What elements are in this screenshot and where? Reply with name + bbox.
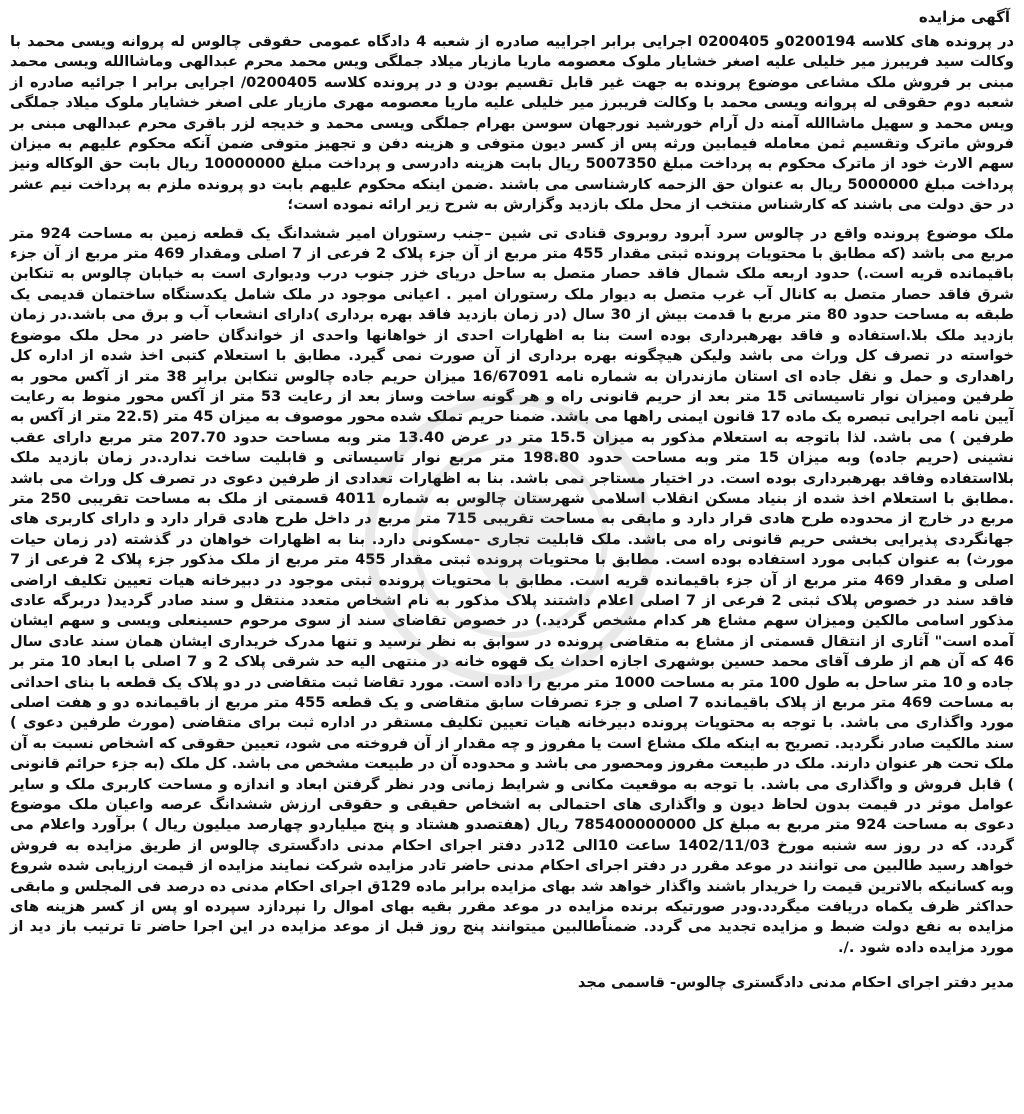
auction-notice bbox=[10, 6, 1014, 1108]
property-description-paragraph: ملک موضوع پرونده واقع در چالوس سرد آبرود روبروی قنادی تی شین –جنب رستوران امیر ششدانگ یک قطعه زمین به مساحت 924 متر مربع می باشد (که مطابق با محتویات پرونده ثبتی مقدار 455 متر مربع از آن جزء پلاک 2 فرعی از 7 اصلی ومقدار 469 متر مربع از آن جزء باقیمانده قریه است.) حدود اربعه ملک شمال فاقد حصار متصل به ساحل دریای خزر جنوب درب ودیواری است به خیابان چالوس به تنکابن شرق فاقد حصار متصل به کانال آب غرب متصل به دیوار ملک رستوران امیر . اعیانی موجود در ملک شامل یکدستگاه ساختمان قدیمی یک طبقه به مساحت حدود 80 متر مربع با قدمت بیش از 30 سال (در زمان بازدید فاقد بهره برداری )دارای انشعاب آب و برق می باشد.در زمان بازدید ملک بلا.استفاده و فاقد بهرهبرداری بوده است بنا به اظهارات احدی از خواهانها واحدی از خواندگان حاضر در محل ملک موضوع خواسته در تصرف کل وراث می باشد ولیکن هیچگونه بهره برداری از آن صورت نمی گیرد. مطابق با استعلام کتبی اخذ شده از اداره کل راهداری و حمل و نقل جاده ای استان مازندران به شماره نامه 16/67091 میزان حریم جاده چالوس تنکابن برابر 38 متر از آکس محور به طرفین ومیزان نوار تاسیساتی 15 متر بعد از حریم قانونی راه و هر گونه ساخت وساز بعد از رعایت 53 متر از آکس محور منوط به رعایت آیین نامه اجرایی تبصره یک ماده 17 قانون ایمنی راهها می باشد. ضمنا حریم تملک شده محور موصوف به میزان 45 متر (22.5 متر از آکس به طرفین ) می باشد. لذا باتوجه به استعلام مذکور به میزان 15.5 متر در عرض 13.40 متر وبه مساحت حدود 207.70 متر مربع دارای عقب نشینی (حریم جاده) وبه میزان 15 متر وبه مساحت حدود 198.80 متر مربع نوار تاسیساتی و قابلیت ساخت ندارد.در زمان بازدید ملک بلااستفاده وفاقد بهرهبرداری بوده است. در اختیار مستاجر نمی باشد. بنا به اظهارات تعدادی از طرفین دعوی در تصرف کل وراث می باشد .مطابق با استعلام اخذ شده از بنیاد مسکن انقلاب اسلامی شهرستان چالوس به شماره 4011 قسمتی از ملک به مساحت تقریبی 250 متر مربع در خارج از محدوده طرح هادی قرار دارد و مابقی به مساحت تقریبی 715 متر مربع در داخل طرح هادی قرار دارد و دارای کاربری های جهانگردی پذیرایی بخشی حریم قانونی راه می باشد. ملک قابلیت تجاری -مسکونی دارد. بنا به اظهارات خواهان در گذشته (در زمان حیات مورث) به عنوان کبابی مورد استفاده بوده است. مطابق با محتویات پرونده ثبتی مقدار 455 متر مربع از ملک مذکور جزء پلاک 2 فرعی از 7 اصلی و مقدار 469 متر مربع از آن جزء باقیمانده قریه است. مطابق با محتویات پرونده ثبتی موجود در دبیرخانه هیات تعیین تکلیف اراضی فاقد سند در خصوص پلاک ثبتی 2 فرعی از 7 اصلی اعلام داشتند پلاک مذکور به نام اشخاص متعدد منتقل و سند صادر گردید( دربرگه عادی مذکور اسامی مالکین ومیزان سهم مشاع هر کدام مشخص گردید.) در خصوص تقاضای سند از سوی مرحوم حسینعلی ویسی و سهم ایشان آمده است" آثاری از انتقال قسمتی از مشاع به متقاضی پرونده در سوابق به نظر نرسید و تنها مدرک خریداری ایشان همان سند عادی سال 46 که آن هم از طرف آقای محمد حسین بوشهری اجازه احداث یک قهوه خانه در منتهی الیه حد شرقی پلاک 2 و 7 اصلی با ابعاد 10 متر بر جاده و 10 متر ساحل به طول 100 متر به مساحت 1000 متر مربع را داده است. مورد تقاضا ثبت متقاضی در دو پلاک یک قطعه با بنای احداثی به مساحت 469 متر مربع از پلاک باقیمانده 7 اصلی و جزء تصرفات سابق متقاضی و یک قطعه 455 متر مربع از باقیمانده دو و هفت اصلی مورد واگذاری می باشد. با توجه به محتویات پرونده دبیرخانه هیات تعیین تکلیف مستقر در اداره ثبت برای متقاضی (مورث طرفین دعوی ) سند مالکیت صادر نگردید. تصریح به اینکه ملک مشاع است یا مفروز و چه مقدار از آن فروخته می شود، تعیین حقوقی که اشخاص نسبت به آن ملک تحت هر عنوان دارند. ملک در طبیعت مفروز ومحصور می باشد و محدوده آن در طبیعت مشخص می باشد. کل ملک (به جزء حرائم قانونی ) قابل فروش و واگذاری می باشد. با توجه به موقعیت مکانی و شرایط زمانی ودر نظر گرفتن ابعاد و اندازه و مساحت کاربری ملک و سایر عوامل موثر در قیمت بدون لحاظ دیون و واگذاری های احتمالی به اشخاص حقیقی و حقوقی ارزش ششدانگ عرصه واعیان ملک موضوع دعوی به مساحت 924 متر مربع به مبلغ کل 785400000000 ریال (هفتصدو هشتاد و پنج میلیاردو چهارصد میلیون ریال ) برآورد واعلام می گردد. که در روز سه شنبه مورخ 1402/11/03 ساعت 10الی 12در دفتر اجرای احکام مدنی دادگستری چالوس از طریق مزایده به فروش خواهد رسید طالبین می توانند در موعد مقرر در دفتر اجرای احکام مدنی حاضر تادر مزایده شرکت نمایند مزایده از قیمت ارزیابی شده شروع وبه کسانیکه بالاترین قیمت را خریدار باشند واگذار خواهد شد بهای مزایده برابر ماده 129ق اجرای احکام مدنی ده درصد فی المجلس و مابقی حداکثر ظرف یکماه دریافت میگردد.ودر صورتیکه برنده مزایده در موعد مقرر بقیه بهای اموال را نپردازد سپرده او پس از کسر هزینه های مزایده به نفع دولت ضبط و مزایده تجدید می گردد. ضمناًطالبین میتوانند پنج روز قبل از موعد مزایده در این اجرا حاضر تا ترتیب باز دید از مورد مزایده داده شود ./. bbox=[10, 224, 1015, 956]
signature-line: مدیر دفتر اجرای احکام مدنی دادگستری چالوس- قاسمی مجد bbox=[577, 974, 1014, 992]
notice-title: آگهی مزایده bbox=[918, 8, 1010, 26]
intro-paragraph: در پرونده های کلاسه 0200194و 0200405 اجرایی برابر اجراییه صادره از شعبه 4 دادگاه عمومی حقوقی چالوس له پروانه ویسی محمد با وکالت سید فریبرز میر خلیلی علیه اصغر خشایار ملوک معصومه ماریا مازیار میلاد جملگی ویس محمد محرم عبدالهی وماشاالله ویسی محمد مبنی بر فروش ملک مشاعی موضوع پرونده به جهت غیر قابل تقسیم بودن و در پرونده کلاسه 0200405/ اجرایی برابر ا جرائیه صادره از شعبه دوم حقوقی له پروانه ویسی محمد با وکالت فریبرز میر خلیلی علیه ماریا معصومه مهری مازیار علی اصغر خشایار ملوک میلاد جملگی ویس محمد و سهیل ماشاالله آمنه دل آرام خورشید نورجهان سوسن بهرام جملگی ویسی محمد و خدیجه لزر باقری محرم عبدالهی مبنی بر فروش ماترک وتقسیم ثمن معامله فیمابین ورثه پس از کسر دیون متوفی و هزینه دفن و تجهیز متوفی ضمن آنکه محکوم علیهم به میزان سهم الارث خود از ماترک محکوم به پرداخت مبلغ 5007350 ریال بابت هزینه دادرسی و پرداخت مبلغ 10000000 ریال بابت حق الوکاله ونیز پرداخت مبلغ 5000000 ریال به عنوان حق الزحمه کارشناسی می باشند .ضمن اینکه محکوم علیهم بابت دو پرونده ملزم به پرداخت نیم عشر در حق دولت می باشند که کارشناس منتخب از محل ملک بازدید وگزارش به شرح زیر ارائه نموده است؛ bbox=[10, 33, 1014, 214]
